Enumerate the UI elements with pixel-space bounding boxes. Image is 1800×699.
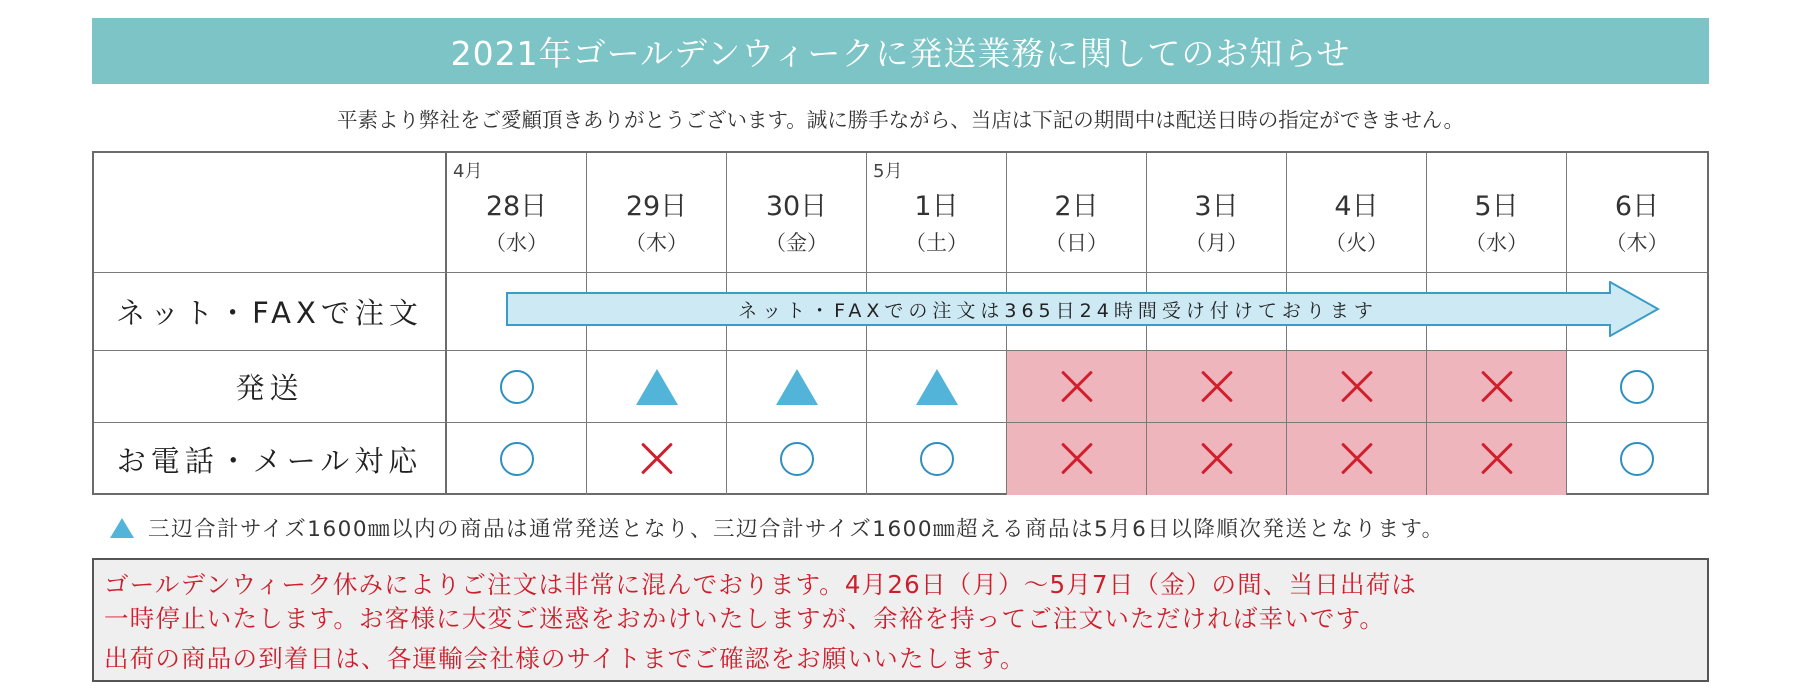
date-month: 4月 — [453, 161, 483, 182]
date-month: 5月 — [873, 161, 903, 182]
row-label-cell — [94, 351, 447, 423]
triangle-icon — [110, 518, 134, 538]
circle-icon — [1620, 370, 1654, 404]
size-note-text: 三辺合計サイズ1600㎜以内の商品は通常発送となり、三辺合計サイズ1600㎜超える商品は5月6日以降順次発送となります。 — [148, 517, 1445, 542]
cross-icon — [1060, 442, 1094, 476]
date-weekday: （木） — [625, 231, 688, 255]
date-day: 30日 — [765, 191, 828, 222]
shipping-status-cell — [1567, 351, 1707, 423]
banner-title: 2021年ゴールデンウィークに発送業務に関してのお知らせ — [92, 18, 1709, 84]
support-status-cell — [1427, 423, 1567, 495]
date-day: 2日 — [1054, 191, 1099, 222]
date-day: 3日 — [1194, 191, 1239, 222]
date-header — [1427, 153, 1567, 273]
cross-icon — [1480, 370, 1514, 404]
date-weekday: （月） — [1185, 231, 1248, 255]
date-weekday: （土） — [905, 231, 968, 255]
circle-icon — [920, 442, 954, 476]
row-label-cell — [94, 423, 447, 495]
shipping-status-cell — [1287, 351, 1427, 423]
support-status-cell — [587, 423, 727, 495]
date-header — [727, 153, 867, 273]
date-day: 6日 — [1614, 191, 1660, 222]
support-status-cell — [1287, 423, 1427, 495]
date-weekday: （火） — [1325, 231, 1388, 255]
date-weekday: （水） — [485, 231, 548, 255]
triangle-icon — [916, 369, 958, 405]
circle-icon — [1620, 442, 1654, 476]
cross-icon — [1480, 442, 1514, 476]
date-weekday: （水） — [1465, 231, 1528, 255]
date-weekday: （日） — [1045, 231, 1108, 255]
shipping-status-cell — [587, 351, 727, 423]
shipping-status-cell — [727, 351, 867, 423]
notice-line: 出荷の商品の到着日は、各運輸会社様のサイトまでご確認をお願いいたします。 — [104, 644, 1026, 673]
notice-line: 一時停止いたします。お客様に大変ご迷惑をおかけいたしますが、余裕を持ってご注文いただければ幸いです。 — [104, 604, 1386, 633]
support-status-cell — [1147, 423, 1287, 495]
cross-icon — [1340, 442, 1374, 476]
shipping-status-cell — [1427, 351, 1567, 423]
circle-icon — [500, 370, 534, 404]
date-header — [447, 153, 587, 273]
circle-icon — [780, 442, 814, 476]
support-status-cell — [867, 423, 1007, 495]
row-label-support: お電話・メール対応 — [116, 443, 423, 478]
date-header — [1147, 153, 1287, 273]
cross-icon — [1200, 442, 1234, 476]
date-header — [1567, 153, 1707, 273]
date-header — [587, 153, 727, 273]
date-day: 4日 — [1334, 191, 1379, 222]
circle-icon — [500, 442, 534, 476]
date-day: 5日 — [1474, 191, 1519, 222]
row-label-shipping: 発送 — [235, 371, 304, 405]
date-weekday: （木） — [1605, 231, 1669, 255]
notice-box — [92, 558, 1709, 682]
cross-icon — [640, 442, 674, 476]
support-status-cell — [727, 423, 867, 495]
row-label-order: ネット・FAXで注文 — [116, 296, 423, 330]
order-arrow — [506, 281, 1660, 337]
date-day: 28日 — [485, 191, 548, 222]
intro-text: 平素より弊社をご愛顧頂きありがとうございます。誠に勝手ながら、当店は下記の期間中は配送日時の指定ができません。 — [336, 108, 1465, 132]
row-label-cell — [94, 273, 447, 351]
shipping-status-cell — [867, 351, 1007, 423]
cross-icon — [1060, 370, 1094, 404]
date-weekday: （金） — [765, 231, 828, 255]
date-day: 29日 — [625, 191, 688, 222]
size-note — [110, 512, 1710, 543]
date-header — [1007, 153, 1147, 273]
shipping-status-cell — [1147, 351, 1287, 423]
date-header — [1287, 153, 1427, 273]
notice-line: ゴールデンウィーク休みによりご注文は非常に混んでおります。4月26日（月）～5月7日（金）の間、当日出荷は — [104, 570, 1418, 599]
triangle-icon — [776, 369, 818, 405]
triangle-icon — [636, 369, 678, 405]
cross-icon — [1200, 370, 1234, 404]
support-status-cell — [447, 423, 587, 495]
shipping-status-cell — [447, 351, 587, 423]
arrow-text: ネット・FAXでの注文は365日24時間受け付けております — [738, 299, 1378, 322]
cross-icon — [1340, 370, 1374, 404]
shipping-status-cell — [1007, 351, 1147, 423]
support-status-cell — [1007, 423, 1147, 495]
support-status-cell — [1567, 423, 1707, 495]
header-corner-cell — [94, 153, 447, 273]
date-day: 1日 — [914, 191, 959, 222]
date-header — [867, 153, 1007, 273]
